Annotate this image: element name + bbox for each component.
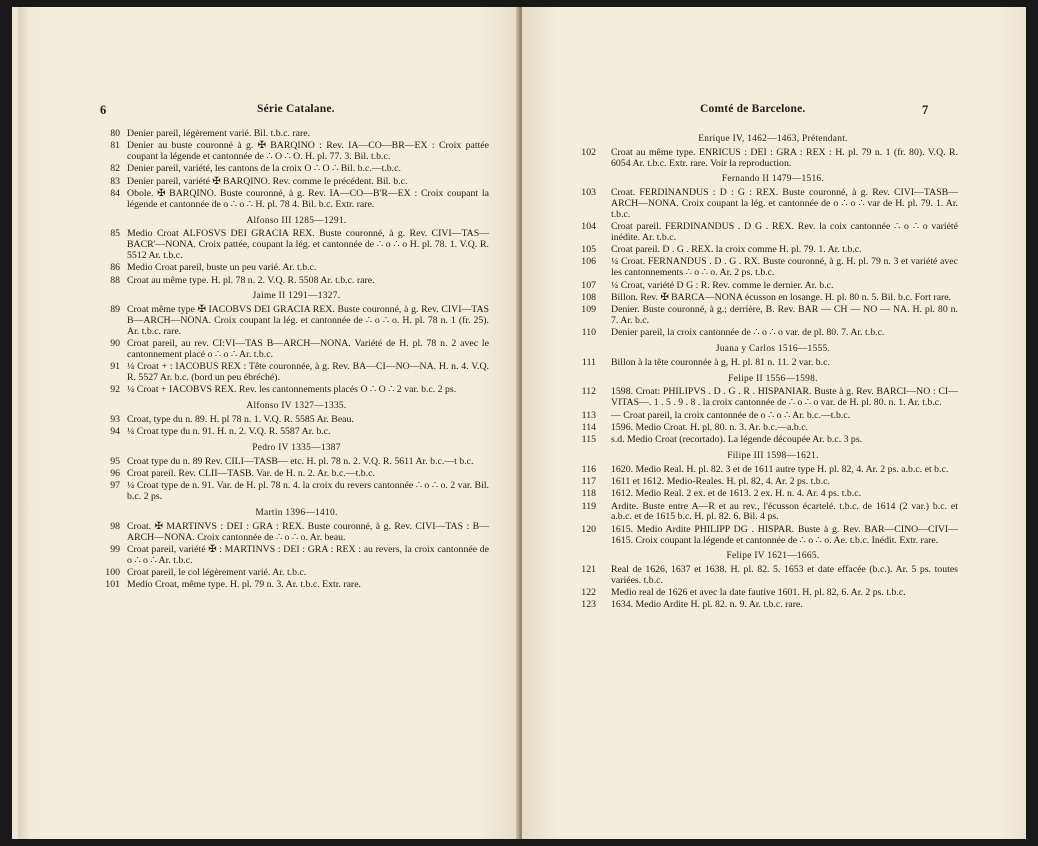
- catalogue-entry: [581, 386, 958, 409]
- catalogue-entry: [104, 276, 489, 287]
- left-page: [12, 7, 520, 839]
- reign-heading: Enrique IV, 1462—1463, Prétendant.: [698, 134, 848, 144]
- reign-heading: Fernando II 1479—1516.: [721, 174, 825, 185]
- entry-number: 99: [110, 543, 120, 555]
- entry-description: Croat. ✠ MARTINVS : DEI : GRA : REX. Buste couronné, à g. Rev. CIVI—TAS : B—ARCH—NONA. Croix cantonnée de ∴ o ∴ o. Ar. beau.: [127, 520, 489, 543]
- catalogue-entry: [104, 189, 489, 211]
- entry-description: ¼ Croat, variété D G : R. Rev. comme le dernier. Ar. b.c.: [611, 279, 834, 291]
- entry-description: Croat, type du n. 89. H. pl 78 n. 1. V.Q. R. 5585 Ar. Beau.: [127, 413, 354, 425]
- catalogue-entry: [581, 523, 958, 547]
- entry-number: 100: [105, 566, 120, 578]
- catalogue-entry: [581, 244, 958, 256]
- catalogue-entry: [581, 564, 958, 587]
- catalogue-entry: [104, 385, 489, 396]
- entry-number: 89: [110, 304, 120, 316]
- entry-description: Denier. Buste couronné, à g.; derrière, B. Rev. BAR — CH — NO — NA. H. pl. 80 n. 7. Ar. b.c.: [611, 304, 958, 326]
- catalogue-list: [581, 129, 958, 613]
- entry-number: 107: [581, 279, 596, 291]
- reign-heading: Pedro IV 1335—1387: [252, 442, 341, 453]
- entry-description: Real de 1626, 1637 et 1638. H. pl. 82. 5. 1653 et date effacée (b.c.). Ar. 5 ps. toutes variées. t.b.c.: [611, 564, 958, 586]
- entry-description: Croat pareil, variété ✠ : MARTINVS : DEI : GRA : REX : au revers, la croix cantonnée de o ∴ o ∴ Ar. t.b.c.: [127, 543, 489, 566]
- catalogue-entry: [581, 146, 958, 170]
- entry-number: 84: [110, 187, 120, 199]
- catalogue-entry: [581, 587, 958, 599]
- catalogue-entry: [104, 427, 489, 438]
- catalogue-entry: [104, 568, 489, 579]
- entry-description: 1634. Medio Ardite H. pl. 82. n. 9. Ar. t.b.c. rare.: [611, 599, 803, 611]
- entry-number: 115: [581, 434, 596, 446]
- entry-number: 120: [581, 523, 596, 535]
- entry-number: 105: [581, 244, 596, 256]
- catalogue-entry: [581, 421, 958, 434]
- catalogue-list: [104, 129, 489, 592]
- entry-description: ¼ Croat + : IACOBUS REX : Tête couronnée, à g. Rev. BA—CI—NO—NA. H. n. 4. V.Q. R. 5527 Ar. b.c. (bord un peu ébréché).: [127, 361, 489, 383]
- entry-description: Croat même type ✠ IACOBVS DEI GRACIA REX. Buste couronné, à g. Rev. CIVI—TAS B—ARCH—NONA. Croix coupant la lég. et cantonnée de ∴ o ∴ o. H. pl. 78 n. 1 (fr. 25). Ar. t.b.c. rare.: [127, 304, 489, 337]
- entry-description: Croat pareil. Rev. CLII—TASB. Var. de H. n. 2. Ar. b.c.—t.b.c.: [127, 468, 375, 480]
- entry-description: — Croat pareil, la croix cantonnée de o ∴ o ∴ Ar. b.c.—t.b.c.: [611, 409, 851, 421]
- entry-number: 81: [110, 140, 120, 152]
- reign-heading: Juana y Carlos 1516—1555.: [715, 344, 831, 355]
- entry-description: Medio Croat, même type. H. pl. 79 n. 3. Ar. t.b.c. Extr. rare.: [127, 579, 361, 591]
- entry-description: Obole. ✠ BARQINO. Buste couronné, à g. Rev. IA—CO—B'R—EX : Croix coupant la légende et cantonnée de o ∴ o ∴ H. pl. 78 4. Bil. b.c. Extr. rare.: [127, 187, 489, 210]
- entry-description: 1611 et 1612. Medio-Reales. H. pl. 82, 4. Ar. 2 ps. t.b.c.: [611, 476, 830, 488]
- entry-number: 121: [581, 564, 596, 576]
- entry-number: 80: [110, 128, 120, 139]
- entry-description: Denier au buste couronné à g. ✠ BARQINO : Rev. IA—CO—BR—EX : Croix pattée coupant la légende et cantonnée de ∴ O ∴ O. H. pl. 77. 3. Bil. t.b.c.: [127, 140, 489, 163]
- entry-description: Denier pareil, variété ✠ BARQINO. Rev. comme le précédent. Bil. b.c.: [127, 175, 408, 187]
- entry-number: 112: [581, 386, 596, 398]
- catalogue-entry: [104, 339, 489, 361]
- entry-description: Billon à la tête couronnée à g, H. pl. 81 n. 11. 2 var. b.c.: [611, 356, 830, 368]
- entry-number: 110: [581, 327, 596, 339]
- catalogue-entry: [104, 229, 489, 261]
- entry-description: 1620. Medio Real. H. pl. 82. 3 et de 1611 autre type H. pl. 82, 4. Ar. 2 ps. a.b.c. et b.c.: [611, 463, 949, 475]
- reign-heading: Filipe III 1598—1621.: [727, 450, 819, 461]
- reign-heading: Jaime II 1291—1327.: [252, 291, 341, 302]
- entry-number: 122: [581, 587, 596, 599]
- catalogue-entry: [104, 263, 489, 274]
- page-number: 6: [100, 103, 107, 117]
- entry-description: 1612. Medio Real. 2 ex. et de 1613. 2 ex. H. n. 4. Ar. 4 ps. t.b.c.: [611, 488, 862, 500]
- entry-number: 83: [110, 175, 120, 187]
- entry-number: 106: [581, 256, 596, 268]
- entry-description: ¼ Croat. FERNANDUS . D . G . RX. Buste couronné, à g. H. pl. 79 n. 3 et variété avec les cantonnements ∴ o ∴ o. Ar. 2 ps. t.b.c.: [611, 256, 958, 279]
- entry-description: 1596. Medio Croat. H. pl. 80. n. 3. Ar. b.c.—a.b.c.: [611, 421, 809, 433]
- entry-description: Denier pareil, variété, les cantons de la croix O ∴ O ∴ Bil. b.c.—t.b.c.: [127, 163, 401, 175]
- page-number: 7: [922, 103, 929, 117]
- entry-number: 113: [581, 409, 596, 421]
- catalogue-entry: [104, 457, 489, 468]
- entry-number: 85: [110, 228, 120, 240]
- entry-description: Croat au même type. ENRICUS : DEI : GRA : REX : H. pl. 79 n. 1 (fr. 80). V.Q. R. 6054 Ar. t.b.c. Extr. rare. Voir la reproduction.: [611, 146, 958, 169]
- catalogue-entry: [581, 304, 958, 327]
- catalogue-entry: [581, 476, 958, 488]
- catalogue-entry: [581, 409, 958, 422]
- reign-heading: Alfonso III 1285—1291.: [246, 215, 347, 226]
- entry-description: Medio Croat ALFOSVS DEI GRACIA REX. Buste couronné, à g. Rev. CIVI—TAS—BACR'—NONA. Croix pattée, coupant la lég. et cantonnée de ∴ o ∴ o H. pl. 78. 1. V.Q. R. 5512 Ar. t.b.c.: [127, 228, 489, 261]
- entry-description: Croat pareil, le col légèrement varié. Ar. t.b.c.: [127, 566, 307, 578]
- entry-number: 108: [581, 291, 596, 303]
- catalogue-entry: [104, 129, 489, 140]
- entry-number: 123: [581, 599, 596, 611]
- entry-number: 91: [110, 361, 120, 373]
- entry-description: Croat pareil. D . G . REX. la croix comme H. pl. 79. 1. Ar. t.b.c.: [611, 244, 862, 256]
- right-page: [522, 7, 1026, 839]
- entry-number: 117: [581, 476, 596, 488]
- entry-number: 92: [110, 384, 120, 396]
- entry-number: 109: [581, 304, 596, 316]
- entry-number: 103: [581, 187, 596, 199]
- catalogue-entry: [581, 463, 958, 476]
- catalogue-entry: [104, 164, 489, 175]
- catalogue-entry: [104, 141, 489, 163]
- entry-description: Croat pareil. FERDINANDUS . D G . REX. Rev. la coix cantonnée ∴ o ∴ o variété inédite. Ar. t.b.c.: [611, 221, 958, 243]
- running-title: Comté de Barcelone.: [700, 103, 806, 115]
- entry-description: Croat type du n. 89 Rev. CILI—TASB— etc. H. pl. 78 n. 2. V.Q. R. 5611 Ar. b.c.—t b.c.: [127, 455, 474, 467]
- entry-description: ¼ Croat + IACOBVS REX. Rev. les cantonnements placés O ∴ O ∴ 2 var. b.c. 2 ps.: [127, 384, 457, 396]
- entry-number: 90: [110, 338, 120, 350]
- running-title: Série Catalane.: [257, 103, 335, 115]
- entry-number: 96: [110, 468, 120, 480]
- entry-number: 98: [110, 520, 120, 532]
- entry-description: Denier pareil, la croix cantonnée de ∴ o ∴ o var. de pl. 80. 7. Ar. t.b.c.: [611, 327, 885, 339]
- entry-number: 94: [110, 426, 120, 438]
- entry-number: 116: [581, 463, 596, 475]
- entry-number: 119: [581, 500, 596, 512]
- entry-description: Denier pareil, légèrement varié. Bil. t.b.c. rare.: [127, 128, 311, 139]
- catalogue-entry: [104, 177, 489, 188]
- catalogue-entry: [581, 500, 958, 524]
- entry-description: Ardite. Buste entre A—R et au rev., l'écusson écartelé. t.b.c. de 1614 (2 var.) b.c. et a.b.c. et de 1615 b.c. H. pl. 82. 6. Bil. 4 ps.: [611, 500, 958, 523]
- entry-description: ¼ Croat type du n. 91. H. n. 2. V.Q. R. 5587 Ar. b.c.: [127, 426, 331, 438]
- entry-number: 88: [110, 274, 120, 286]
- page-edge-shadow: [18, 7, 30, 839]
- entry-description: 1615. Medio Ardite PHILIPP DG . HISPAR. Buste à g. Rev. BAR—CINO—CIVI—1615. Croix coupant la légende et cantonnée de ∴ o ∴ o. Ae. t.b.c. Inédit. Extr. rare.: [611, 523, 958, 546]
- entry-number: 97: [110, 480, 120, 492]
- entry-description: Medio real de 1626 et avec la date fautive 1601. H. pl. 82, 6. Ar. 2 ps. t.b.c.: [611, 587, 906, 599]
- entry-number: 82: [110, 163, 120, 175]
- entry-description: Croat pareil, au rev. CI:VI—TAS B—ARCH—NONA. Variété de H. pl. 78 n. 2 avec le cantonnement placé o ∴ o ∴ Ar. t.b.c.: [127, 338, 489, 360]
- catalogue-entry: [581, 256, 958, 279]
- reign-heading: Felipe IV 1621—1665.: [726, 551, 820, 562]
- entry-description: 1598. Croat: PHILIPVS . D . G . R . HISPANIAR. Buste à g. Rev. BARCI—NO : CI—VITAS—. 1 . 5 . 9 . 8 . la croix cantonnée de ∴ o ∴ o var. de H. pl. 80. n. 1. Ar. t.b.c.: [611, 386, 958, 409]
- entry-number: 101: [105, 579, 120, 591]
- catalogue-entry: [581, 434, 958, 446]
- catalogue-entry: [581, 599, 958, 611]
- entry-number: 104: [581, 221, 596, 233]
- entry-number: 114: [581, 421, 596, 433]
- reign-heading: Felipe II 1556—1598.: [728, 373, 818, 384]
- catalogue-entry: [104, 545, 489, 567]
- entry-number: 111: [582, 356, 596, 368]
- catalogue-entry: [581, 221, 958, 244]
- catalogue-entry: [104, 469, 489, 480]
- entry-description: Croat au même type. H. pl. 78 n. 2. V.Q. R. 5508 Ar. t.b.c. rare.: [127, 274, 375, 286]
- catalogue-entry: [581, 187, 958, 220]
- catalogue-entry: [581, 488, 958, 500]
- reign-heading: Martin 1396—1410.: [255, 507, 338, 518]
- catalogue-entry: [581, 327, 958, 339]
- entry-number: 86: [110, 262, 120, 274]
- catalogue-entry: [104, 580, 489, 591]
- entry-description: ¼ Croat type de n. 91. Var. de H. pl. 78 n. 4. la croix du revers cantonnée ∴ o ∴ o. 2 var. Bil. b.c. 2 ps.: [127, 480, 489, 503]
- catalogue-entry: [581, 291, 958, 304]
- entry-description: s.d. Medio Croat (recortado). La légende découpée Ar. b.c. 3 ps.: [611, 434, 863, 446]
- catalogue-entry: [104, 522, 489, 544]
- entry-number: 95: [110, 455, 120, 467]
- catalogue-entry: [104, 305, 489, 337]
- reign-heading: Alfonso IV 1327—1335.: [246, 401, 347, 412]
- catalogue-entry: [104, 362, 489, 384]
- entry-number: 102: [581, 146, 596, 158]
- entry-description: Billon. Rev. ✠ BARCA—NONA écusson en losange. H. pl. 80 n. 5. Bil. b.c. Fort rare.: [611, 291, 952, 303]
- catalogue-entry: [582, 356, 958, 369]
- entry-description: Medio Croat pareil, buste un peu varié. Ar. t.b.c.: [127, 262, 317, 274]
- catalogue-entry: [581, 279, 958, 292]
- catalogue-entry: [104, 481, 489, 503]
- entry-description: Croat. FERDINANDUS : D : G : REX. Buste couronné, à g. Rev. CIVI—TASB—ARCH—NONA. Croix coupant la lég. et cantonnée de o ∴ o ∴ var de H. pl. 79. 1. Ar. t.b.c.: [611, 187, 958, 220]
- catalogue-entry: [104, 415, 489, 426]
- entry-number: 118: [581, 488, 596, 500]
- entry-number: 93: [110, 413, 120, 425]
